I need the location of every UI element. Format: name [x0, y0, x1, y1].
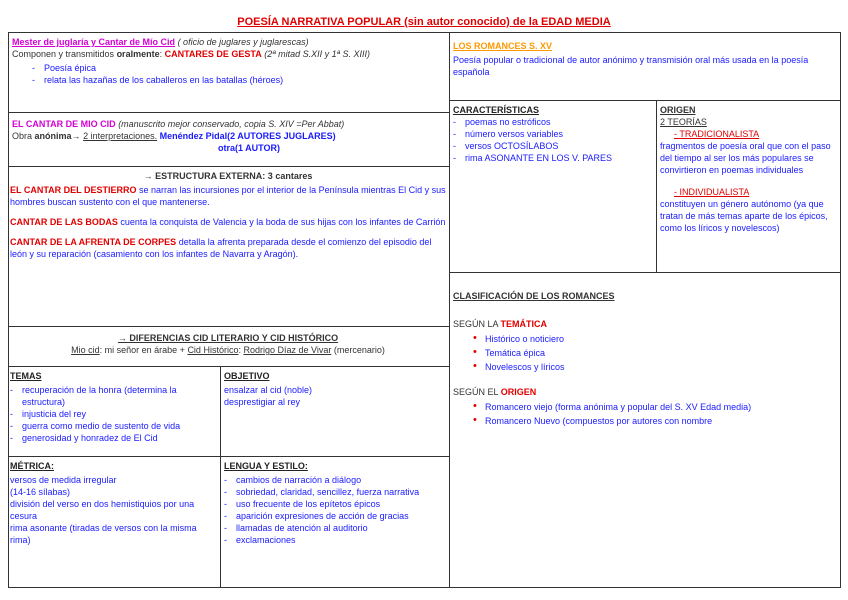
cantar-item: [10, 236, 446, 260]
tematica-list: [467, 332, 837, 374]
mester-heading: Mester de juglaría y Cantar de Mío Cid: [12, 37, 176, 47]
list-item: - generosidad y honradez de El Cid: [10, 432, 218, 444]
list-item: - recuperación de la honra (determina la estructura): [10, 384, 218, 408]
list-item: - llamadas de atención al auditorio: [224, 522, 446, 534]
divider: [8, 112, 450, 113]
origen-label: [453, 386, 837, 398]
tradicionalista-desc: fragmentos de poesía oral que con el paso del tiempo al ser los más populares se convirtieron en poemas individuales: [660, 141, 831, 175]
mester-section: Mester de juglaría y Cantar de Mío Cid ( oficio de juglares y juglarescas) Componen y transmitidos oralmente: CANTARES DE GESTA (2ª mitad S.XII y 1ª S. XIII) - Poesía épica - relata las hazañas de los caballeros en las batallas (héroes): [12, 36, 446, 86]
divider: [8, 456, 450, 457]
cantar-text: cuenta la conquista de Valencia y la boda de sus hijas con los infantes de Carrión: [120, 217, 446, 227]
caracteristicas-heading: CARACTERÍSTICAS: [453, 105, 540, 115]
origen-section: [660, 104, 838, 234]
list-item: - rima ASONANTE EN LOS V. PARES: [453, 152, 653, 164]
diferencias-text: Mio cid: mi señor en árabe + Cid Histórico: Rodrigo Díaz de Vivar (mercenario): [71, 345, 385, 355]
list-item: - injusticia del rey: [10, 408, 218, 420]
tematica-prefix: SEGÚN LA: [453, 319, 499, 329]
estructura-heading: → ESTRUCTURA EXTERNA: 3 cantares: [143, 171, 313, 181]
metrica-section: [10, 460, 218, 546]
list-item: - relata las hazañas de los caballeros en las batallas (héroes): [32, 74, 446, 86]
obra-label: Obra: [12, 131, 33, 141]
romances-section: [453, 40, 837, 78]
lengua-heading: LENGUA Y ESTILO:: [224, 461, 308, 471]
cantar-item: [10, 184, 446, 208]
objetivo-line: ensalzar al cid (noble): [224, 385, 313, 395]
list-item: - versos OCTOSÍLABOS: [453, 140, 653, 152]
mercenario: (mercenario): [333, 345, 385, 355]
mester-list: [32, 62, 446, 86]
temas-list: [10, 384, 218, 444]
objetivo-section: [224, 370, 446, 408]
caracteristicas-section: [453, 104, 653, 164]
divider: [220, 366, 221, 588]
romances-heading: LOS ROMANCES S. XV: [453, 41, 553, 51]
objetivo-line: desprestigiar al rey: [224, 397, 301, 407]
objetivo-heading: OBJETIVO: [224, 371, 270, 381]
rodrigo: Rodrigo Díaz de Vivar: [243, 345, 332, 355]
anonima-label: anónima: [34, 131, 72, 141]
temas-heading: TEMAS: [10, 371, 42, 381]
divider: [656, 100, 657, 272]
cantar-section: [12, 118, 446, 154]
metrica-line: versos de medida irregular: [10, 475, 117, 485]
individualista-text: INDIVIDUALISTA: [679, 187, 750, 197]
origen-list: [467, 400, 837, 428]
temas-section: [10, 370, 218, 444]
diferencias-heading: → DIFERENCIAS CID LITERARIO Y CID HISTÓRICO: [117, 333, 339, 343]
origen-prefix: SEGÚN EL: [453, 387, 499, 397]
divider: [8, 366, 450, 367]
list-item: - uso frecuente de los epítetos épicos: [224, 498, 446, 510]
divider: [449, 272, 841, 273]
divider: [8, 326, 450, 327]
cid-historico: Cid Histórico: [187, 345, 239, 355]
lengua-section: [224, 460, 446, 546]
mio-cid: Mio cid: [71, 345, 100, 355]
interpretaciones: 2 interpretaciones.: [83, 131, 158, 141]
tematica-label: [453, 318, 837, 330]
list-item: - poemas no estróficos: [453, 116, 653, 128]
estructura-section: [10, 170, 446, 260]
origen-word: ORIGEN: [500, 387, 537, 397]
tematica-word: TEMÁTICA: [500, 319, 548, 329]
origen-heading: ORIGEN: [660, 105, 696, 115]
individualista-desc: constituyen un género autónomo (ya que tratan de más temas aparte de los épicos, como los líricos y novelescos): [660, 199, 828, 233]
page-title: POESÍA NARRATIVA POPULAR (sin autor conocido) de la EDAD MEDIA: [237, 16, 611, 28]
list-item: - guerra como medio de sustento de vida: [10, 420, 218, 432]
romances-text: Poesía popular o tradicional de autor anónimo y transmisión oral más usada en la poesía española: [453, 55, 809, 77]
list-item: - sobriedad, claridad, sencillez, fuerza narrativa: [224, 486, 446, 498]
individualista-label: - INDIVIDUALISTA: [674, 187, 750, 197]
caracteristicas-list: [453, 116, 653, 164]
divider: [8, 166, 450, 167]
cantar-name: CANTAR DE LA AFRENTA DE CORPES: [10, 237, 177, 247]
list-item: - cambios de narración a diálogo: [224, 474, 446, 486]
cantar-note: (manuscrito mejor conservado, copia S. XIV =Per Abbat): [118, 119, 345, 129]
cantares-de-gesta: CANTARES DE GESTA: [164, 49, 262, 59]
lengua-list: [224, 474, 446, 546]
tradicionalista-label: - TRADICIONALISTA: [674, 129, 760, 139]
mester-oralmente: oralmente: [116, 49, 160, 59]
cantar-text: detalla la afrenta preparada desde el comienzo del episodio del león y su reparación (casamiento con los infantes de Navarra y Aragón).: [10, 237, 432, 259]
cantar-name: CANTAR DE LAS BODAS: [10, 217, 118, 227]
list-item: • Temática épica: [467, 346, 837, 360]
divider: [449, 100, 841, 101]
diferencias-section: [10, 332, 446, 356]
teorias-label: 2 TEORÍAS: [660, 117, 707, 127]
metrica-line: rima asonante (tiradas de versos con la misma rima): [10, 523, 197, 545]
list-item: - Poesía épica: [32, 62, 446, 74]
otra-autor: otra(1 AUTOR): [217, 143, 280, 153]
tradicionalista-text: TRADICIONALISTA: [679, 129, 760, 139]
mester-note: ( oficio de juglares y juglarescas): [177, 37, 309, 47]
mester-text: Componen y transmitidos: [12, 49, 115, 59]
list-item: • Novelescos y líricos: [467, 360, 837, 374]
mester-date: (2ª mitad S.XII y 1ª S. XIII): [264, 49, 370, 59]
clasificacion-heading: CLASIFICACIÓN DE LOS ROMANCES: [453, 291, 615, 301]
cantar-item: [10, 216, 446, 228]
list-item: - exclamaciones: [224, 534, 446, 546]
cantar-name: EL CANTAR DEL DESTIERRO: [10, 185, 137, 195]
metrica-line: (14-16 sílabas): [10, 487, 71, 497]
metrica-heading: MÉTRICA:: [10, 461, 54, 471]
mio-cid-text: : mi señor en árabe +: [99, 345, 185, 355]
list-item: - aparición expresiones de acción de gracias: [224, 510, 446, 522]
list-item: - número versos variables: [453, 128, 653, 140]
list-item: • Romancero viejo (forma anónima y popular del S. XV Edad media): [467, 400, 837, 414]
cantar-heading: EL CANTAR DE MIO CID: [12, 119, 116, 129]
pidal-text: Menéndez Pidal(2 AUTORES JUGLARES): [159, 131, 336, 141]
clasificacion-section: [453, 290, 837, 428]
metrica-line: división del verso en dos hemistiquios por una cesura: [10, 499, 195, 521]
cantar-text: se narran las incursiones por el interior de la Península mientras El Cid y sus hombres buscan sustento con el que mantenerse.: [10, 185, 446, 207]
arrow-icon: →: [71, 131, 81, 141]
list-item: • Romancero Nuevo (compuestos por autores con nombre: [467, 414, 837, 428]
list-item: • Histórico o noticiero: [467, 332, 837, 346]
